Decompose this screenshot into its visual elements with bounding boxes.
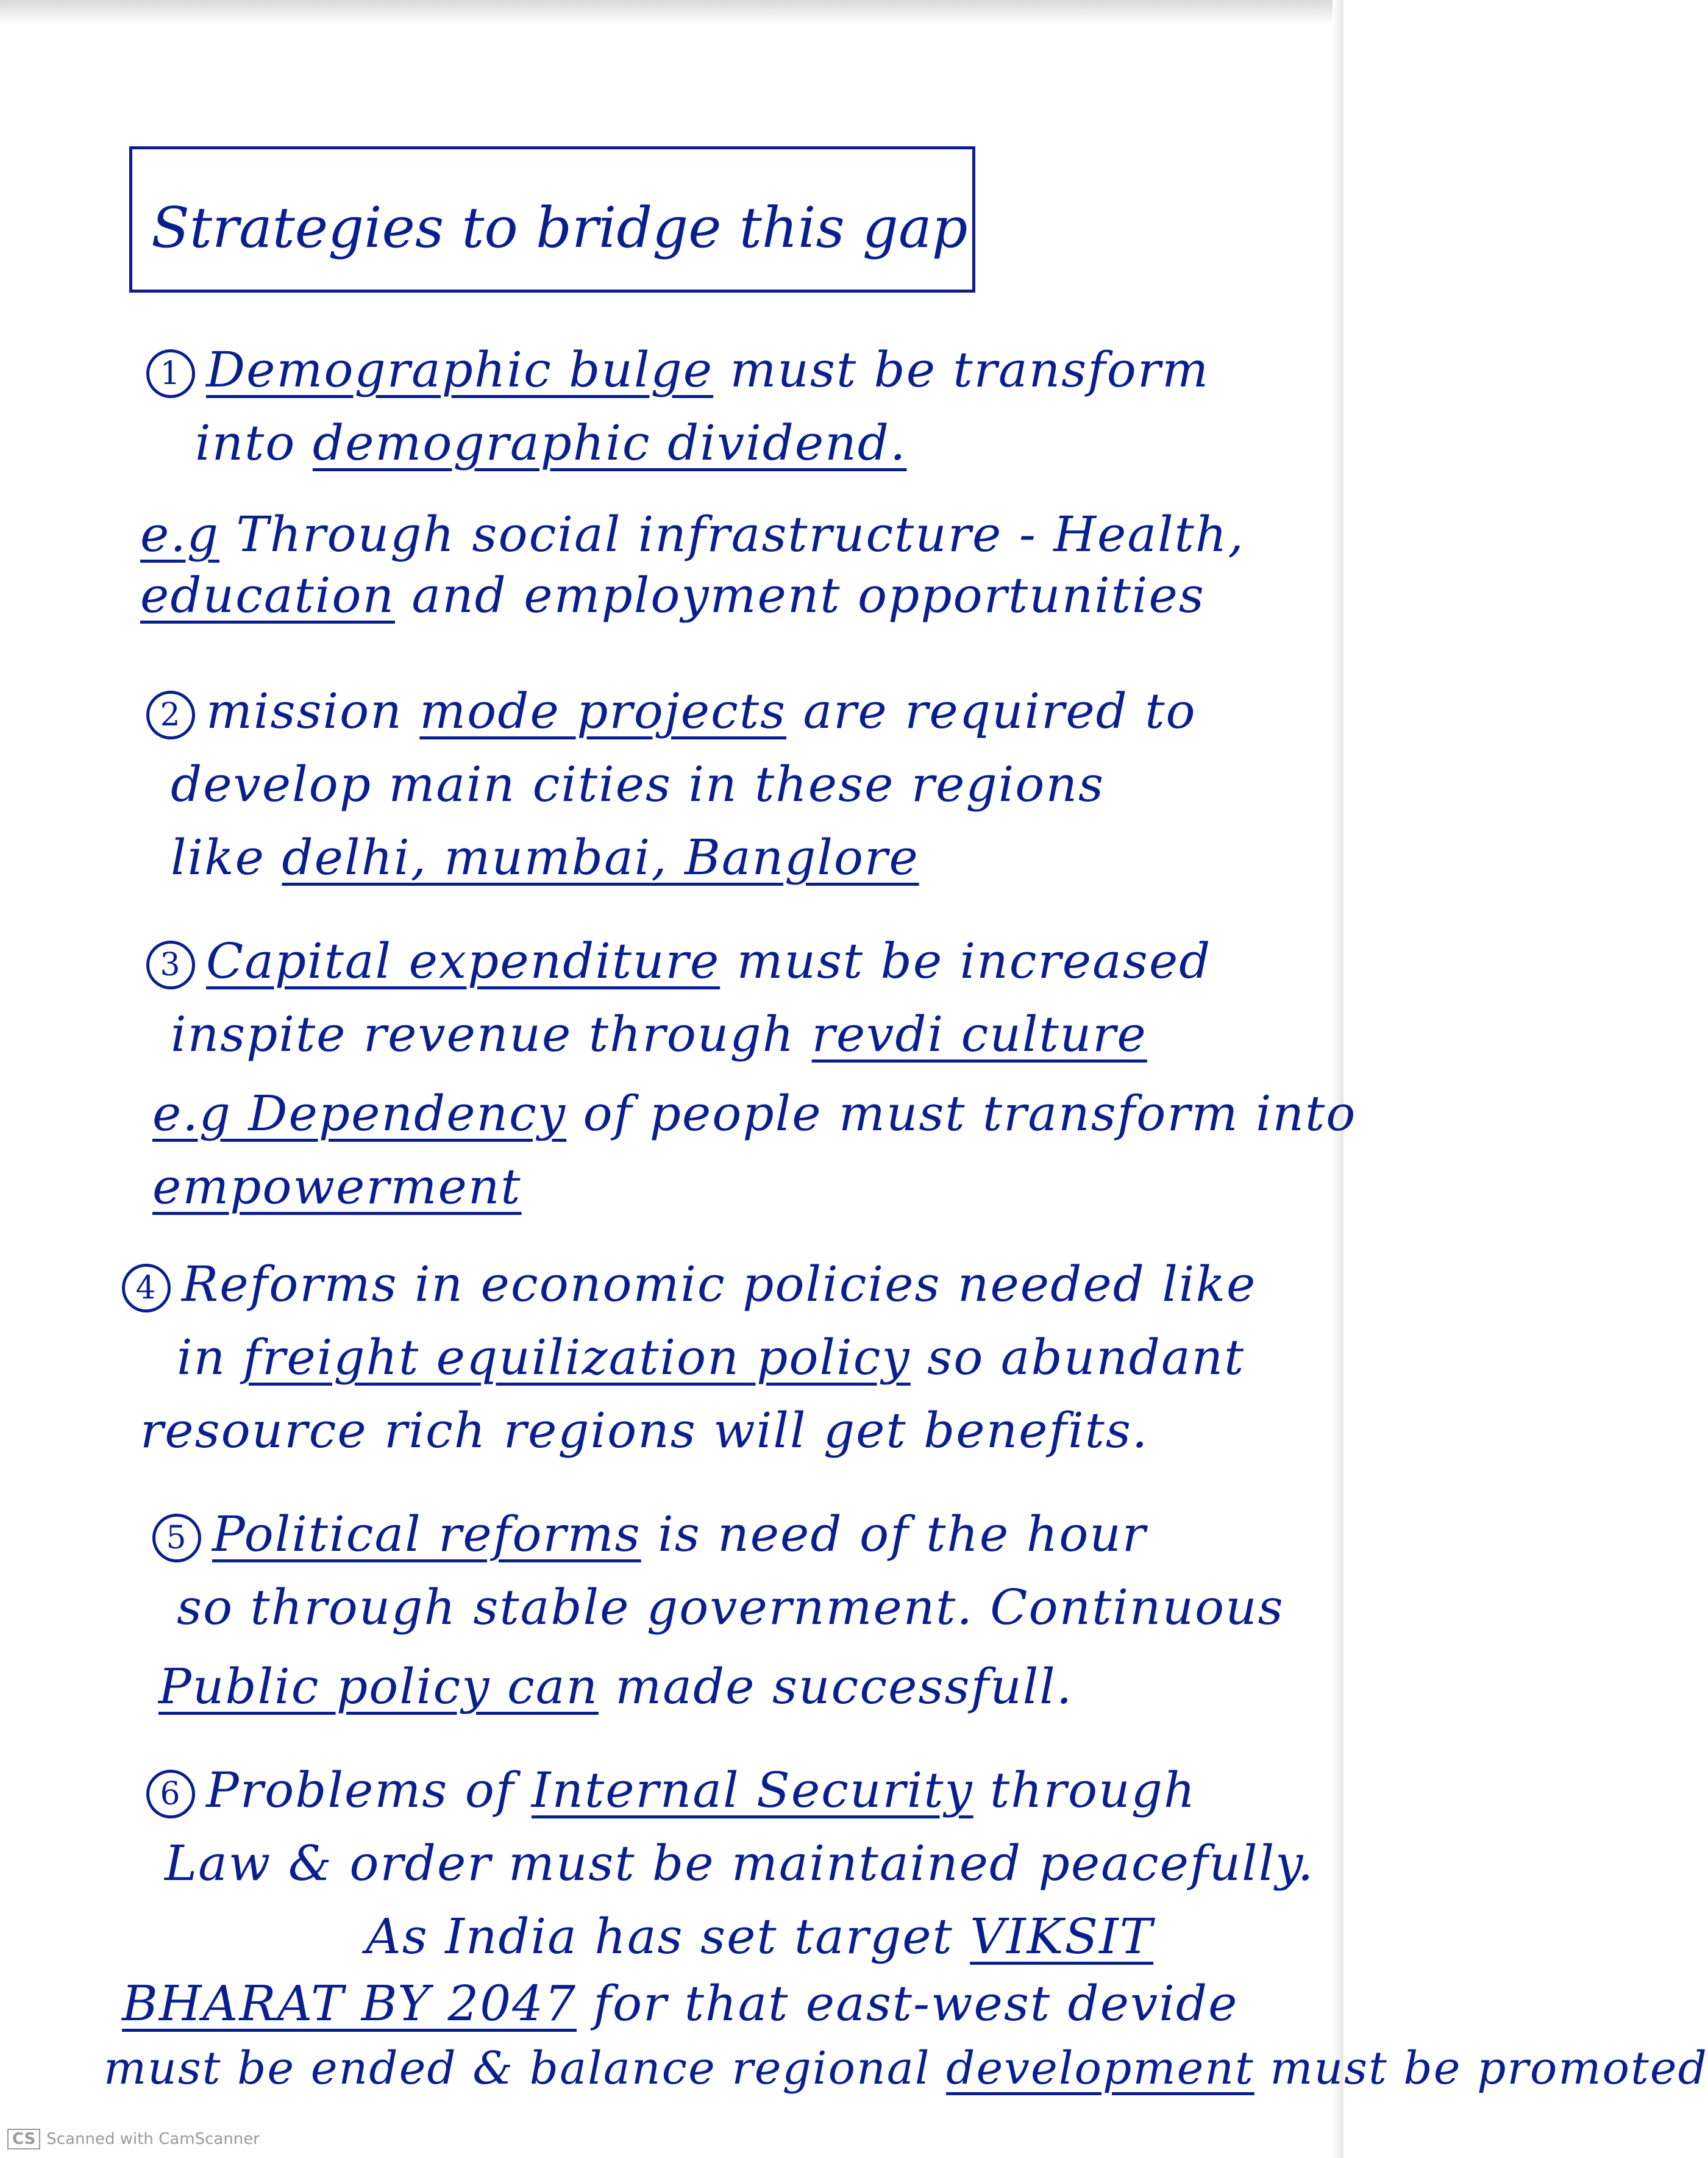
line-text: develop main cities in these regions (171, 756, 1105, 813)
underlined-text: BHARAT BY 2047 (122, 1975, 577, 2032)
line-text: Reforms in economic policies needed like (182, 1256, 1257, 1312)
line-text: are required to (786, 683, 1197, 739)
point-number: 5 (152, 1514, 201, 1562)
point-2-line (171, 829, 919, 886)
point-3-line (171, 1006, 1147, 1063)
underlined-text: development (946, 2042, 1254, 2095)
point-2-line (146, 683, 1197, 739)
line-text: Through social infrastructure - Health, (219, 506, 1245, 563)
underlined-text: education (140, 567, 395, 624)
point-3-line (152, 1158, 522, 1215)
line-text: must be increased (720, 933, 1212, 989)
line-text: so abundant (910, 1329, 1245, 1386)
point-6-line (165, 1835, 1314, 1892)
point-1-line (195, 415, 906, 471)
page-top-shadow (0, 0, 1343, 24)
line-text: like (171, 829, 282, 886)
point-1-line (140, 567, 1205, 624)
line-text: into (195, 415, 313, 471)
underlined-text: e.g (140, 506, 219, 563)
scanner-watermark (7, 2129, 260, 2149)
camscanner-logo: CS (7, 2129, 40, 2149)
point-number: 6 (146, 1770, 195, 1818)
point-5-line (152, 1506, 1147, 1562)
scanner-label: Scanned with CamScanner (46, 2130, 260, 2148)
page-right-shadow (1333, 0, 1343, 2158)
underlined-text: revdi culture (811, 1006, 1147, 1063)
conclusion-line (122, 1975, 1238, 2032)
underlined-text: mode projects (419, 683, 787, 739)
point-4-line (122, 1256, 1256, 1312)
point-4-line (140, 1402, 1148, 1459)
line-text: Law & order must be maintained peacefully. (165, 1835, 1315, 1892)
point-number: 3 (146, 941, 195, 989)
line-text: Problems of (206, 1762, 532, 1818)
underlined-text: Public policy can (158, 1658, 599, 1715)
point-number: 1 (146, 349, 195, 398)
point-2-line (171, 756, 1105, 813)
point-3-line (146, 933, 1211, 989)
point-number: 2 (146, 691, 195, 739)
line-text: mission (206, 683, 420, 739)
underlined-text: e.g Dependency (152, 1085, 567, 1142)
underlined-text: freight equilization policy (243, 1329, 911, 1386)
underlined-text: Capital expenditure (206, 933, 721, 989)
line-text: must be transform (713, 341, 1210, 398)
point-1-line (140, 506, 1245, 563)
line-text: resource rich regions will get benefits. (140, 1402, 1149, 1459)
underlined-text: VIKSIT (970, 1908, 1154, 1965)
point-1-line (146, 341, 1209, 398)
line-text: made successfull. (598, 1658, 1073, 1715)
point-number: 4 (122, 1264, 171, 1312)
line-text: in (177, 1329, 243, 1386)
underlined-text: Demographic bulge (206, 341, 714, 398)
underlined-text: Political reforms (212, 1506, 641, 1562)
line-text: must be ended & balance regional (104, 2042, 947, 2095)
line-text: inspite revenue through (171, 1006, 812, 1063)
point-4-line (177, 1329, 1245, 1386)
line-text: for that east-west devide (576, 1975, 1239, 2032)
page-title: Strategies to bridge this gap (151, 195, 968, 260)
line-text: As India has set target (366, 1908, 970, 1965)
underlined-text: Internal Security (531, 1762, 973, 1818)
point-3-line (152, 1085, 1356, 1142)
line-text: so through stable government. Continuous (177, 1579, 1284, 1636)
conclusion-line (366, 1908, 1153, 1965)
line-text: is need of the hour (641, 1506, 1147, 1562)
line-text: and employment opportunities (395, 567, 1205, 624)
underlined-text: delhi, mumbai, Banglore (282, 829, 919, 886)
line-text: of people must transform into (566, 1085, 1357, 1142)
underlined-text: demographic dividend. (312, 415, 907, 471)
point-5-line (158, 1658, 1073, 1715)
point-5-line (177, 1579, 1284, 1636)
line-text: must be promoted (1254, 2042, 1708, 2095)
underlined-text: empowerment (152, 1158, 522, 1215)
line-text: through (973, 1762, 1197, 1818)
point-6-line (146, 1762, 1196, 1818)
conclusion-line (104, 2042, 1708, 2095)
